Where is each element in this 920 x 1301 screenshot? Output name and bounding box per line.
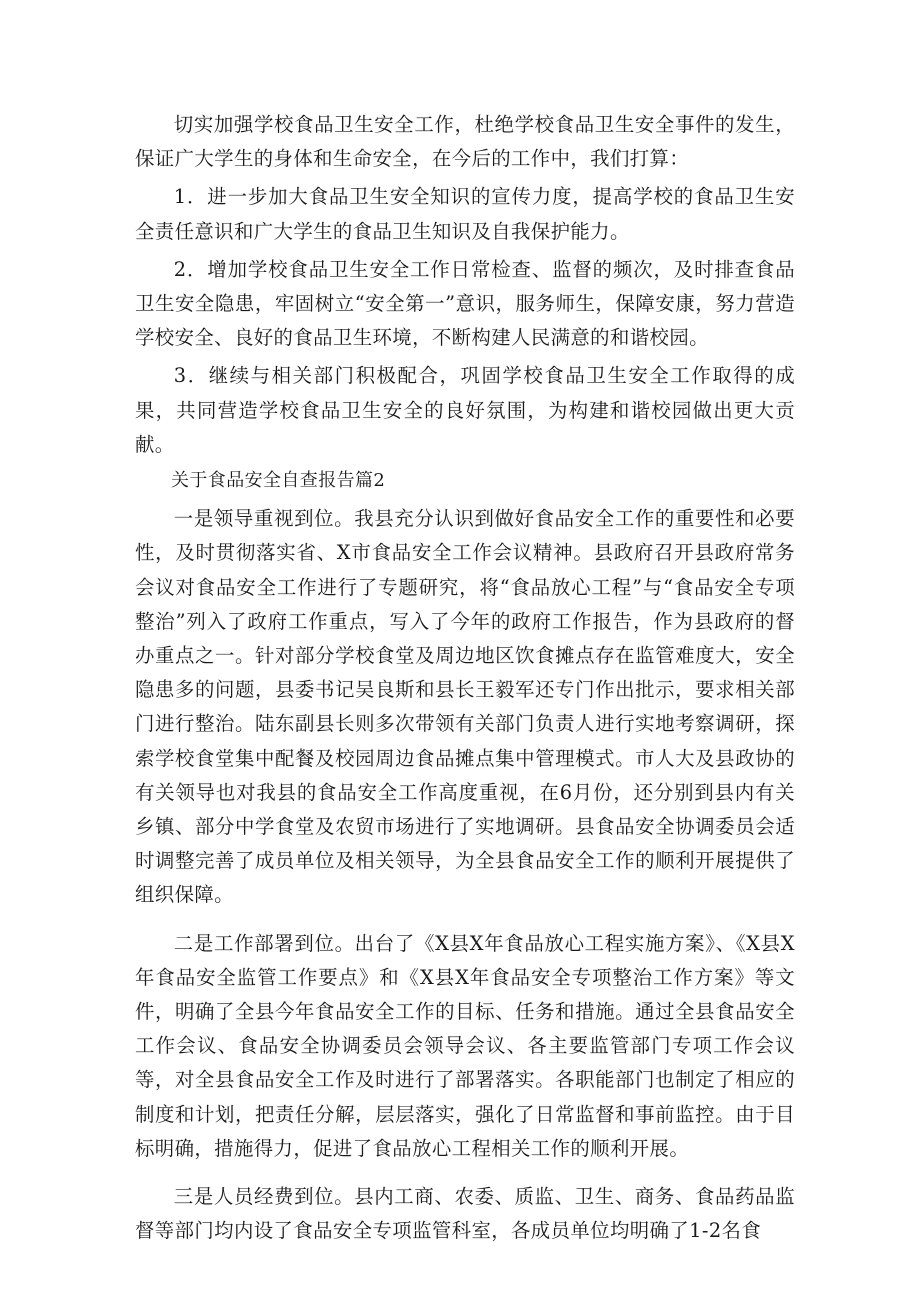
section-heading: 关于食品安全自查报告篇2 bbox=[171, 470, 386, 492]
plan-item-1: 1．进一步加大食品卫生安全知识的宣传力度，提高学校的食品卫生安全责任意识和广大学生的食品卫生知识及自我保护能力。 bbox=[135, 185, 795, 243]
body-paragraph-1: 一是领导重视到位。我县充分认识到做好食品安全工作的重要性和必要性，及时贯彻落实省、X市食品安全工作会议精神。县政府召开县政府常务会议对食品安全工作进行了专题研究，将“食品放心工程”与“食品安全专项整治”列入了政府工作重点，写入了今年的政府工作报告，作为县政府的督办重点之一。针对部分学校食堂及周边地区饮食摊点存在监管难度大，安全隐患多的问题，县委书记吴良斯和县长王毅军还专门作出批示，要求相关部门进行整治。陆东副县长则多次带领有关部门负责人进行实地考察调研，探索学校食堂集中配餐及校园周边食品摊点集中管理模式。市人大及县政协的有关领导也对我县的食品安全工作高度重视，在6月份，还分别到县内有关乡镇、部分中学食堂及农贸市场进行了实地调研。县食品安全协调委员会适时调整完善了成员单位及相关领导，为全县食品安全工作的顺利开展提供了组织保障。 bbox=[135, 507, 795, 907]
document-page bbox=[135, 108, 795, 1249]
plan-item-3: 3．继续与相关部门积极配合，巩固学校食品卫生安全工作取得的成果，共同营造学校食品卫生安全的良好氛围，为构建和谐校园做出更大贡献。 bbox=[135, 364, 795, 456]
plan-item-2: 2．增加学校食品卫生安全工作日常检查、监督的频次，及时排查食品卫生安全隐患，牢固树立“安全第一”意识，服务师生，保障安康，努力营造学校安全、良好的食品卫生环境，不断构建人民满意的和谐校园。 bbox=[135, 257, 795, 350]
body-paragraph-2: 二是工作部署到位。出台了《X县X年食品放心工程实施方案》、《X县X年食品安全监管工作要点》和《X县X年食品安全专项整治工作方案》等文件，明确了全县今年食品安全工作的目标、任务和措施。通过全县食品安全工作会议、食品安全协调委员会领导会议、各主要监管部门专项工作会议等，对全县食品安全工作及时进行了部署落实。各职能部门也制定了相应的制度和计划，把责任分解，层层落实，强化了日常监督和事前监控。由于目标明确，措施得力，促进了食品放心工程相关工作的顺利开展。 bbox=[135, 931, 795, 1160]
body-paragraph-3: 三是人员经费到位。县内工商、农委、质监、卫生、商务、食品药品监督等部门均内设了食品安全专项监管科室，各成员单位均明确了1-2名食 bbox=[135, 1185, 795, 1243]
intro-paragraph: 切实加强学校食品卫生安全工作，杜绝学校食品卫生安全事件的发生，保证广大学生的身体和生命安全，在今后的工作中，我们打算： bbox=[135, 113, 795, 171]
